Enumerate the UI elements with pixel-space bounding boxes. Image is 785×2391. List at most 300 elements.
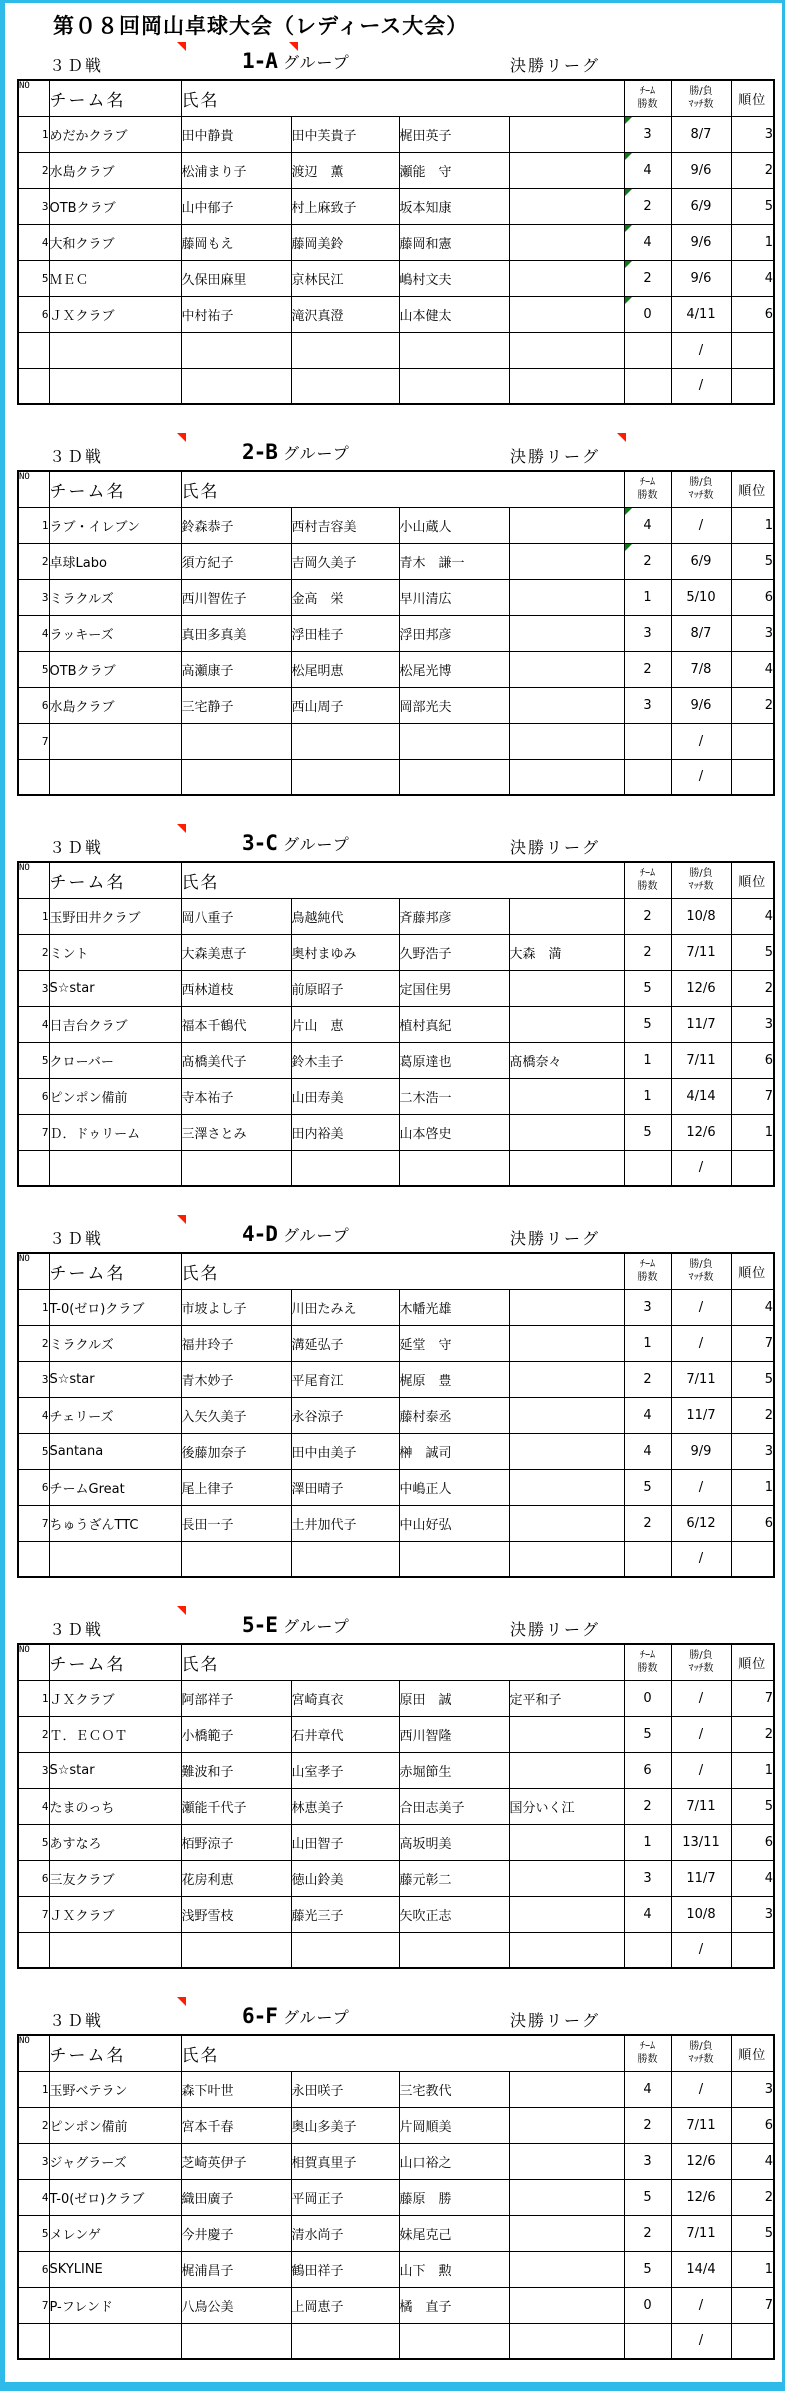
cell-match-count[interactable]: / [671, 332, 731, 368]
cell-no[interactable]: 2 [18, 152, 49, 188]
cell-team-wins[interactable]: 2 [624, 1505, 671, 1541]
cell-team-wins[interactable]: 3 [624, 2143, 671, 2179]
cell-player-name[interactable]: 松浦まり子 [181, 152, 291, 188]
cell-player-name[interactable] [509, 332, 624, 368]
cell-team-wins[interactable]: 4 [624, 152, 671, 188]
cell-team-wins[interactable] [624, 2323, 671, 2359]
cell-team-name[interactable]: めだかクラブ [49, 116, 181, 152]
cell-team-name[interactable]: ピンポン備前 [49, 2107, 181, 2143]
cell-player-name[interactable]: 山田寿美 [291, 1078, 399, 1114]
cell-player-name[interactable]: 溝延弘子 [291, 1325, 399, 1361]
cell-player-name[interactable]: 松尾明恵 [291, 651, 399, 687]
cell-match-count[interactable]: 7/11 [671, 1788, 731, 1824]
cell-player-name[interactable] [509, 1932, 624, 1968]
cell-match-count[interactable]: 9/9 [671, 1433, 731, 1469]
cell-no[interactable]: 5 [18, 1433, 49, 1469]
cell-player-name[interactable] [181, 723, 291, 759]
cell-rank[interactable]: 6 [731, 1505, 774, 1541]
cell-rank[interactable]: 4 [731, 898, 774, 934]
cell-match-count[interactable]: 9/6 [671, 224, 731, 260]
cell-player-name[interactable]: 岡八重子 [181, 898, 291, 934]
cell-player-name[interactable]: 妹尾克己 [399, 2215, 509, 2251]
cell-match-count[interactable]: 7/11 [671, 934, 731, 970]
cell-player-name[interactable]: 川田たみえ [291, 1289, 399, 1325]
cell-team-wins[interactable]: 3 [624, 615, 671, 651]
cell-player-name[interactable] [509, 188, 624, 224]
cell-rank[interactable]: 3 [731, 1433, 774, 1469]
cell-player-name[interactable]: 藤光三子 [291, 1896, 399, 1932]
cell-player-name[interactable] [509, 1716, 624, 1752]
cell-team-name[interactable]: SKYLINE [49, 2251, 181, 2287]
cell-team-name[interactable]: ちゅうざんTTC [49, 1505, 181, 1541]
cell-player-name[interactable] [181, 1541, 291, 1577]
cell-rank[interactable]: 4 [731, 651, 774, 687]
cell-team-name[interactable] [49, 368, 181, 404]
cell-no[interactable]: 3 [18, 1752, 49, 1788]
cell-player-name[interactable] [509, 1433, 624, 1469]
cell-rank[interactable]: 7 [731, 2287, 774, 2323]
cell-team-wins[interactable]: 2 [624, 543, 671, 579]
cell-match-count[interactable]: 12/6 [671, 2179, 731, 2215]
cell-player-name[interactable]: 坂本知康 [399, 188, 509, 224]
cell-team-wins[interactable]: 2 [624, 2107, 671, 2143]
cell-player-name[interactable]: 西村吉容美 [291, 507, 399, 543]
cell-match-count[interactable]: / [671, 1541, 731, 1577]
cell-player-name[interactable]: 定国住男 [399, 970, 509, 1006]
cell-player-name[interactable] [291, 1541, 399, 1577]
cell-player-name[interactable]: 梶田英子 [399, 116, 509, 152]
cell-no[interactable]: 5 [18, 651, 49, 687]
cell-rank[interactable]: 5 [731, 2215, 774, 2251]
comment-indicator-icon[interactable] [177, 1997, 186, 2006]
cell-player-name[interactable] [509, 2143, 624, 2179]
cell-player-name[interactable] [509, 1078, 624, 1114]
cell-team-name[interactable] [49, 332, 181, 368]
cell-player-name[interactable]: 清水尚子 [291, 2215, 399, 2251]
cell-player-name[interactable] [509, 368, 624, 404]
cell-rank[interactable]: 4 [731, 260, 774, 296]
cell-team-name[interactable]: ＪＸクラブ [49, 296, 181, 332]
cell-team-wins[interactable]: 5 [624, 2251, 671, 2287]
cell-team-name[interactable]: S☆star [49, 970, 181, 1006]
cell-player-name[interactable] [509, 687, 624, 723]
cell-no[interactable]: 3 [18, 1361, 49, 1397]
cell-team-wins[interactable]: 1 [624, 1078, 671, 1114]
cell-player-name[interactable]: 山口裕之 [399, 2143, 509, 2179]
comment-indicator-icon[interactable] [177, 42, 186, 51]
cell-player-name[interactable]: 藤岡和憲 [399, 224, 509, 260]
cell-no[interactable]: 6 [18, 687, 49, 723]
cell-team-name[interactable]: ラッキーズ [49, 615, 181, 651]
cell-no[interactable]: 7 [18, 1505, 49, 1541]
cell-team-name[interactable]: 水島クラブ [49, 152, 181, 188]
cell-player-name[interactable] [509, 1397, 624, 1433]
cell-player-name[interactable] [509, 898, 624, 934]
cell-team-wins[interactable]: 4 [624, 1896, 671, 1932]
cell-team-wins[interactable]: 1 [624, 579, 671, 615]
cell-match-count[interactable]: / [671, 1716, 731, 1752]
cell-player-name[interactable]: 藤岡美鈴 [291, 224, 399, 260]
cell-no[interactable]: 2 [18, 1325, 49, 1361]
cell-rank[interactable]: 7 [731, 1680, 774, 1716]
cell-match-count[interactable]: 4/11 [671, 296, 731, 332]
cell-player-name[interactable]: 藤元彰二 [399, 1860, 509, 1896]
cell-rank[interactable] [731, 332, 774, 368]
cell-player-name[interactable]: 榊 誠司 [399, 1433, 509, 1469]
cell-match-count[interactable]: / [671, 1680, 731, 1716]
cell-player-name[interactable] [509, 1541, 624, 1577]
cell-team-wins[interactable]: 0 [624, 2287, 671, 2323]
cell-player-name[interactable]: 小橋範子 [181, 1716, 291, 1752]
cell-player-name[interactable]: 橘 直子 [399, 2287, 509, 2323]
cell-no[interactable]: 1 [18, 507, 49, 543]
cell-player-name[interactable] [509, 1752, 624, 1788]
cell-no[interactable]: 3 [18, 579, 49, 615]
cell-player-name[interactable]: 尾上律子 [181, 1469, 291, 1505]
cell-player-name[interactable]: 阿部祥子 [181, 1680, 291, 1716]
cell-player-name[interactable]: 小山蔵人 [399, 507, 509, 543]
cell-match-count[interactable]: 6/9 [671, 543, 731, 579]
cell-team-wins[interactable] [624, 759, 671, 795]
cell-player-name[interactable] [509, 1505, 624, 1541]
cell-player-name[interactable] [181, 368, 291, 404]
cell-no[interactable]: 4 [18, 1788, 49, 1824]
cell-player-name[interactable]: 瀬能 守 [399, 152, 509, 188]
cell-no[interactable]: 1 [18, 1680, 49, 1716]
cell-team-name[interactable]: ミラクルズ [49, 1325, 181, 1361]
cell-player-name[interactable]: 西川智隆 [399, 1716, 509, 1752]
cell-rank[interactable] [731, 368, 774, 404]
cell-player-name[interactable] [399, 723, 509, 759]
cell-player-name[interactable] [509, 1114, 624, 1150]
cell-no[interactable]: 5 [18, 1042, 49, 1078]
cell-rank[interactable]: 2 [731, 1397, 774, 1433]
cell-team-name[interactable]: ＪＸクラブ [49, 1680, 181, 1716]
cell-rank[interactable]: 1 [731, 1114, 774, 1150]
cell-match-count[interactable]: 13/11 [671, 1824, 731, 1860]
cell-player-name[interactable]: 梶原 豊 [399, 1361, 509, 1397]
cell-player-name[interactable]: 金高 栄 [291, 579, 399, 615]
cell-player-name[interactable]: 山下 勲 [399, 2251, 509, 2287]
cell-no[interactable]: 1 [18, 116, 49, 152]
cell-player-name[interactable]: 前原昭子 [291, 970, 399, 1006]
cell-team-wins[interactable] [624, 368, 671, 404]
cell-no[interactable]: 3 [18, 970, 49, 1006]
cell-team-wins[interactable]: 5 [624, 970, 671, 1006]
cell-team-wins[interactable]: 2 [624, 2215, 671, 2251]
cell-player-name[interactable] [509, 1150, 624, 1186]
cell-player-name[interactable] [509, 2071, 624, 2107]
cell-player-name[interactable]: 須方紀子 [181, 543, 291, 579]
cell-rank[interactable]: 5 [731, 188, 774, 224]
cell-team-name[interactable]: ＪＸクラブ [49, 1896, 181, 1932]
cell-player-name[interactable]: 二木浩一 [399, 1078, 509, 1114]
cell-player-name[interactable]: 鈴森恭子 [181, 507, 291, 543]
cell-rank[interactable]: 2 [731, 152, 774, 188]
cell-player-name[interactable]: 原田 誠 [399, 1680, 509, 1716]
cell-match-count[interactable]: / [671, 2071, 731, 2107]
cell-team-name[interactable]: 玉野田井クラブ [49, 898, 181, 934]
cell-no[interactable]: 2 [18, 2107, 49, 2143]
cell-player-name[interactable]: 真田多真美 [181, 615, 291, 651]
cell-team-name[interactable]: 日吉台クラブ [49, 1006, 181, 1042]
cell-rank[interactable]: 6 [731, 296, 774, 332]
cell-no[interactable]: 7 [18, 2287, 49, 2323]
cell-player-name[interactable] [509, 759, 624, 795]
cell-player-name[interactable]: 田中由美子 [291, 1433, 399, 1469]
cell-rank[interactable]: 5 [731, 543, 774, 579]
cell-team-wins[interactable]: 3 [624, 687, 671, 723]
cell-rank[interactable]: 7 [731, 1078, 774, 1114]
cell-player-name[interactable]: 西山周子 [291, 687, 399, 723]
cell-player-name[interactable]: 吉岡久美子 [291, 543, 399, 579]
cell-match-count[interactable]: 8/7 [671, 615, 731, 651]
comment-indicator-icon[interactable] [177, 1606, 186, 1615]
cell-player-name[interactable]: 藤岡もえ [181, 224, 291, 260]
cell-player-name[interactable] [509, 2107, 624, 2143]
cell-player-name[interactable]: 西川智佐子 [181, 579, 291, 615]
cell-match-count[interactable]: 7/11 [671, 2107, 731, 2143]
cell-team-wins[interactable]: 2 [624, 1361, 671, 1397]
cell-player-name[interactable] [509, 116, 624, 152]
cell-team-name[interactable]: ピンポン備前 [49, 1078, 181, 1114]
cell-rank[interactable]: 5 [731, 1361, 774, 1397]
cell-match-count[interactable]: 8/7 [671, 116, 731, 152]
cell-rank[interactable] [731, 1541, 774, 1577]
cell-match-count[interactable]: / [671, 2287, 731, 2323]
cell-match-count[interactable]: 14/4 [671, 2251, 731, 2287]
cell-team-wins[interactable] [624, 332, 671, 368]
cell-match-count[interactable]: 9/6 [671, 152, 731, 188]
comment-indicator-icon[interactable] [177, 824, 186, 833]
cell-team-wins[interactable]: 5 [624, 1114, 671, 1150]
cell-player-name[interactable] [181, 2323, 291, 2359]
cell-player-name[interactable]: 髙橋美代子 [181, 1042, 291, 1078]
cell-rank[interactable]: 2 [731, 2179, 774, 2215]
cell-no[interactable] [18, 1541, 49, 1577]
cell-rank[interactable]: 1 [731, 1469, 774, 1505]
cell-player-name[interactable] [509, 224, 624, 260]
cell-no[interactable] [18, 1150, 49, 1186]
cell-no[interactable]: 2 [18, 934, 49, 970]
cell-player-name[interactable]: 矢吹正志 [399, 1896, 509, 1932]
comment-indicator-icon[interactable] [177, 433, 186, 442]
cell-player-name[interactable] [399, 368, 509, 404]
cell-no[interactable]: 3 [18, 2143, 49, 2179]
cell-team-name[interactable]: ミラクルズ [49, 579, 181, 615]
cell-player-name[interactable] [509, 543, 624, 579]
cell-team-wins[interactable]: 3 [624, 116, 671, 152]
cell-rank[interactable] [731, 1932, 774, 1968]
cell-player-name[interactable]: 相賀真里子 [291, 2143, 399, 2179]
cell-player-name[interactable] [181, 332, 291, 368]
cell-match-count[interactable]: 11/7 [671, 1006, 731, 1042]
cell-rank[interactable]: 2 [731, 1716, 774, 1752]
cell-player-name[interactable] [291, 1150, 399, 1186]
cell-player-name[interactable]: 藤原 勝 [399, 2179, 509, 2215]
cell-player-name[interactable]: 宮本千春 [181, 2107, 291, 2143]
cell-player-name[interactable] [509, 2287, 624, 2323]
cell-team-name[interactable]: 水島クラブ [49, 687, 181, 723]
cell-player-name[interactable]: 片山 恵 [291, 1006, 399, 1042]
cell-team-name[interactable]: ＭＥＣ [49, 260, 181, 296]
cell-team-name[interactable] [49, 759, 181, 795]
cell-player-name[interactable] [399, 332, 509, 368]
cell-rank[interactable]: 2 [731, 687, 774, 723]
cell-rank[interactable]: 1 [731, 1752, 774, 1788]
cell-no[interactable]: 4 [18, 224, 49, 260]
cell-team-name[interactable] [49, 1541, 181, 1577]
cell-player-name[interactable] [509, 1824, 624, 1860]
cell-no[interactable]: 1 [18, 2071, 49, 2107]
cell-match-count[interactable]: / [671, 1752, 731, 1788]
cell-team-name[interactable]: T-0(ゼロ)クラブ [49, 2179, 181, 2215]
cell-player-name[interactable]: 花房利恵 [181, 1860, 291, 1896]
cell-rank[interactable]: 1 [731, 224, 774, 260]
cell-rank[interactable]: 1 [731, 2251, 774, 2287]
cell-no[interactable] [18, 759, 49, 795]
cell-rank[interactable]: 2 [731, 970, 774, 1006]
cell-team-wins[interactable]: 4 [624, 1397, 671, 1433]
cell-rank[interactable]: 6 [731, 579, 774, 615]
cell-team-wins[interactable]: 4 [624, 1433, 671, 1469]
cell-rank[interactable] [731, 2323, 774, 2359]
cell-player-name[interactable]: 片岡順美 [399, 2107, 509, 2143]
cell-player-name[interactable] [509, 2179, 624, 2215]
cell-team-name[interactable] [49, 1932, 181, 1968]
cell-player-name[interactable]: 田中芙貴子 [291, 116, 399, 152]
cell-team-wins[interactable]: 2 [624, 651, 671, 687]
cell-player-name[interactable]: 中山好弘 [399, 1505, 509, 1541]
cell-team-name[interactable]: ミント [49, 934, 181, 970]
cell-player-name[interactable]: 山本健太 [399, 296, 509, 332]
cell-rank[interactable]: 6 [731, 2107, 774, 2143]
cell-player-name[interactable]: 久保田麻里 [181, 260, 291, 296]
cell-player-name[interactable] [509, 2215, 624, 2251]
cell-team-wins[interactable]: 1 [624, 1042, 671, 1078]
cell-rank[interactable]: 1 [731, 507, 774, 543]
cell-player-name[interactable]: 澤田晴子 [291, 1469, 399, 1505]
cell-team-wins[interactable]: 5 [624, 1006, 671, 1042]
cell-no[interactable]: 5 [18, 1824, 49, 1860]
cell-player-name[interactable] [509, 579, 624, 615]
cell-player-name[interactable]: 久野浩子 [399, 934, 509, 970]
cell-team-wins[interactable]: 2 [624, 188, 671, 224]
cell-player-name[interactable]: 山本啓史 [399, 1114, 509, 1150]
cell-team-wins[interactable]: 4 [624, 224, 671, 260]
cell-team-name[interactable]: OTBクラブ [49, 188, 181, 224]
cell-team-wins[interactable] [624, 1150, 671, 1186]
cell-player-name[interactable] [509, 1469, 624, 1505]
cell-player-name[interactable]: 定平和子 [509, 1680, 624, 1716]
cell-player-name[interactable] [509, 296, 624, 332]
cell-team-name[interactable]: S☆star [49, 1361, 181, 1397]
cell-player-name[interactable] [509, 152, 624, 188]
cell-player-name[interactable]: 木幡光雄 [399, 1289, 509, 1325]
cell-player-name[interactable]: 葛原達也 [399, 1042, 509, 1078]
cell-player-name[interactable]: 浮田邦彦 [399, 615, 509, 651]
cell-player-name[interactable]: 高坂明美 [399, 1824, 509, 1860]
cell-player-name[interactable] [181, 1932, 291, 1968]
cell-team-wins[interactable]: 1 [624, 1824, 671, 1860]
cell-player-name[interactable]: 後藤加奈子 [181, 1433, 291, 1469]
cell-match-count[interactable]: 7/11 [671, 2215, 731, 2251]
cell-player-name[interactable]: 斉藤邦彦 [399, 898, 509, 934]
cell-player-name[interactable] [399, 1541, 509, 1577]
cell-team-wins[interactable]: 0 [624, 296, 671, 332]
cell-team-name[interactable]: Ｔ．ＥＣＯＴ [49, 1716, 181, 1752]
cell-player-name[interactable]: 高瀬康子 [181, 651, 291, 687]
cell-team-wins[interactable]: 2 [624, 934, 671, 970]
cell-match-count[interactable]: 11/7 [671, 1397, 731, 1433]
cell-player-name[interactable] [509, 1896, 624, 1932]
cell-match-count[interactable]: / [671, 1289, 731, 1325]
cell-player-name[interactable]: 青木妙子 [181, 1361, 291, 1397]
cell-rank[interactable]: 5 [731, 934, 774, 970]
cell-match-count[interactable]: / [671, 1325, 731, 1361]
cell-team-name[interactable]: クローバー [49, 1042, 181, 1078]
cell-match-count[interactable]: / [671, 723, 731, 759]
cell-player-name[interactable]: 寺本祐子 [181, 1078, 291, 1114]
cell-match-count[interactable]: 6/12 [671, 1505, 731, 1541]
cell-no[interactable]: 2 [18, 543, 49, 579]
cell-player-name[interactable]: 合田志美子 [399, 1788, 509, 1824]
cell-player-name[interactable]: 鶴田祥子 [291, 2251, 399, 2287]
cell-player-name[interactable]: 青木 謙一 [399, 543, 509, 579]
cell-match-count[interactable]: / [671, 1150, 731, 1186]
cell-team-name[interactable]: S☆star [49, 1752, 181, 1788]
cell-rank[interactable]: 3 [731, 1896, 774, 1932]
cell-player-name[interactable]: 延堂 守 [399, 1325, 509, 1361]
cell-player-name[interactable]: 市坡よし子 [181, 1289, 291, 1325]
cell-no[interactable]: 6 [18, 1078, 49, 1114]
cell-player-name[interactable] [509, 1325, 624, 1361]
cell-rank[interactable]: 5 [731, 1788, 774, 1824]
cell-player-name[interactable]: 宮崎真衣 [291, 1680, 399, 1716]
cell-player-name[interactable]: 織田廣子 [181, 2179, 291, 2215]
cell-no[interactable] [18, 2323, 49, 2359]
cell-player-name[interactable]: 浅野雪枝 [181, 1896, 291, 1932]
cell-match-count[interactable]: / [671, 368, 731, 404]
cell-player-name[interactable]: 森下叶世 [181, 2071, 291, 2107]
cell-player-name[interactable] [399, 1932, 509, 1968]
cell-player-name[interactable]: 平岡正子 [291, 2179, 399, 2215]
cell-player-name[interactable] [509, 970, 624, 1006]
cell-rank[interactable]: 7 [731, 1325, 774, 1361]
cell-player-name[interactable] [181, 1150, 291, 1186]
cell-team-name[interactable]: 玉野ベテラン [49, 2071, 181, 2107]
cell-player-name[interactable] [509, 1289, 624, 1325]
cell-team-name[interactable]: チェリーズ [49, 1397, 181, 1433]
cell-player-name[interactable]: 西林道枝 [181, 970, 291, 1006]
cell-player-name[interactable]: 藤村泰丞 [399, 1397, 509, 1433]
cell-team-name[interactable]: チームGreat [49, 1469, 181, 1505]
cell-player-name[interactable]: 石井章代 [291, 1716, 399, 1752]
cell-player-name[interactable] [181, 759, 291, 795]
cell-player-name[interactable]: 山田智子 [291, 1824, 399, 1860]
cell-player-name[interactable]: 奥山多美子 [291, 2107, 399, 2143]
cell-player-name[interactable]: 大森 満 [509, 934, 624, 970]
cell-match-count[interactable]: 5/10 [671, 579, 731, 615]
cell-match-count[interactable]: 7/11 [671, 1361, 731, 1397]
cell-player-name[interactable] [509, 2251, 624, 2287]
cell-team-wins[interactable] [624, 1932, 671, 1968]
cell-player-name[interactable]: 嶋村文夫 [399, 260, 509, 296]
cell-team-wins[interactable]: 2 [624, 260, 671, 296]
cell-player-name[interactable]: 永谷涼子 [291, 1397, 399, 1433]
cell-player-name[interactable]: 松尾光博 [399, 651, 509, 687]
cell-player-name[interactable]: 山中郁子 [181, 188, 291, 224]
